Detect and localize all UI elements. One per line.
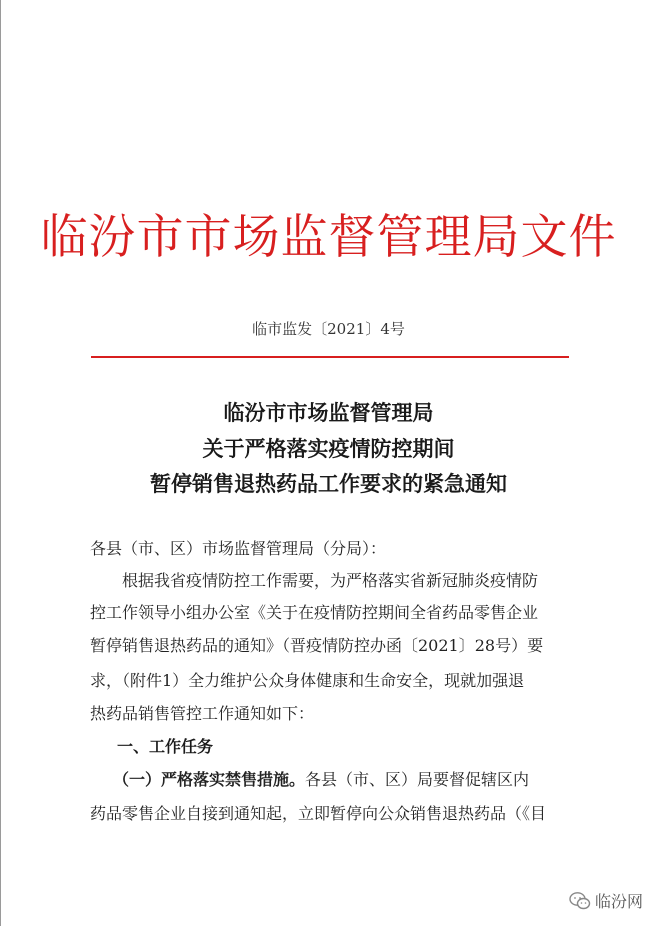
body-line: 药品零售企业自接到通知起，立即暂停向公众销售退热药品（《目 <box>90 804 547 823</box>
title-line-1: 临汾市市场监督管理局 <box>223 401 434 425</box>
body-line: 暂停销售退热药品的通知》（晋疫情防控办函〔2021〕28号）要 <box>90 636 544 655</box>
section-heading: 一、工作任务 <box>117 737 214 756</box>
salutation: 各县（市、区）市场监督管理局（分局）： <box>90 539 387 558</box>
source-watermark <box>569 889 643 912</box>
wechat-icon <box>569 891 591 911</box>
body-line: 根据我省疫情防控工作需要，为严格落实省新冠肺炎疫情防 <box>90 571 539 590</box>
item-1-label: （一）严格落实禁售措施。 <box>113 770 306 789</box>
watermark-label: 临汾网 <box>594 892 643 911</box>
title-line-2: 关于严格落实疫情防控期间 <box>202 437 455 461</box>
red-divider <box>91 356 569 358</box>
title-line-3: 暂停销售退热药品工作要求的紧急通知 <box>150 472 507 496</box>
body-line: 控工作领导小组办公室《关于在疫情防控期间全省药品零售企业 <box>90 603 539 622</box>
item-1-text: 各县（市、区）局要督促辖区内 <box>305 770 530 789</box>
item-1-line <box>113 765 603 795</box>
body-line: 热药品销售管控工作通知如下： <box>90 704 315 723</box>
document-number: 临市监发〔2021〕4号 <box>252 320 405 338</box>
document-masthead: 临汾市市场监督管理局文件 <box>40 210 617 265</box>
body-line: 求，（附件1）全力维护公众身体健康和生命安全，现就加强退 <box>90 671 525 690</box>
